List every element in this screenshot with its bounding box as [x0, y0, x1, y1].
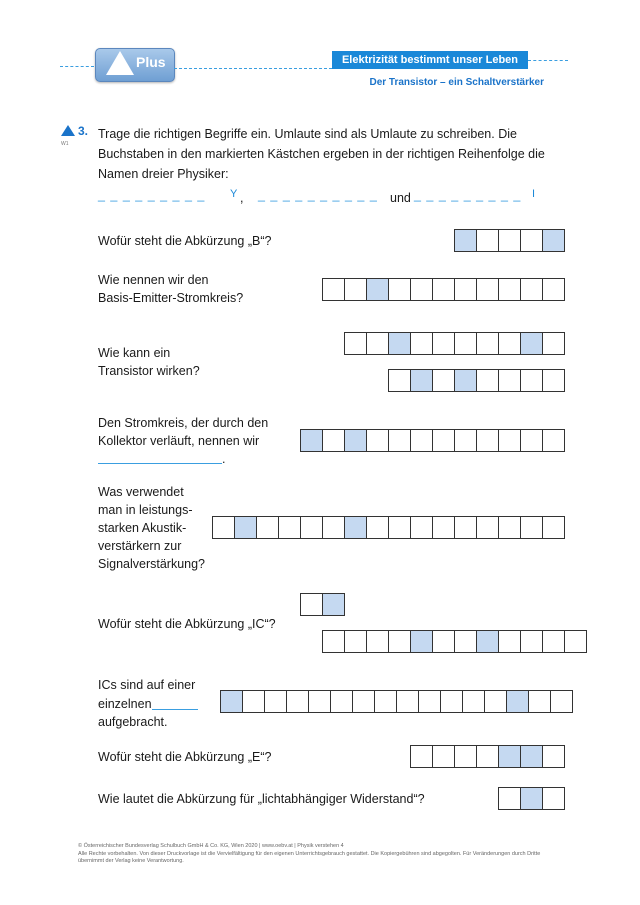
answer-cell-marked[interactable] [366, 278, 389, 301]
question-b: Wofür steht die Abkürzung „B“? [98, 234, 272, 248]
question-akustik-3: starken Akustik- [98, 521, 187, 535]
question-kollektor-1: Den Stromkreis, der durch den [98, 416, 269, 430]
level-triangle-icon [61, 125, 75, 136]
answer-cell[interactable] [286, 690, 309, 713]
question-basis-emitter-2: Basis-Emitter-Stromkreis? [98, 291, 244, 305]
answer-cell[interactable] [476, 278, 499, 301]
answer-cell[interactable] [432, 332, 455, 355]
answer-cell[interactable] [256, 516, 279, 539]
answer-cell[interactable] [542, 787, 565, 810]
answer-cell[interactable] [366, 516, 389, 539]
answer-cell[interactable] [278, 516, 301, 539]
answer-cell[interactable] [520, 229, 543, 252]
answer-cell[interactable] [454, 429, 477, 452]
footer-line-2: Alle Rechte vorbehalten. Von dieser Druckvorlage ist die Vervielfältigung für den eigenen Unterrichtsgebrauch gestattet. Die Kopiergebühren sind abgegolten. Für Veränderungen durch Dritte übernimmt der Verlag keine Verantwortung. [78, 850, 541, 864]
answer-cell[interactable] [432, 516, 455, 539]
question-ldr: Wie lautet die Abkürzung für „lichtabhängiger Widerstand“? [98, 792, 425, 806]
answer-cell[interactable] [366, 630, 389, 653]
answer-cell-marked[interactable] [520, 332, 543, 355]
answer-cell[interactable] [410, 516, 433, 539]
answer-cell[interactable] [462, 690, 485, 713]
question-kollektor-2: Kollektor verläuft, nennen wir [98, 434, 260, 448]
answer-cell[interactable] [454, 278, 477, 301]
answer-grid-ic-a [300, 593, 344, 615]
level-label: W1 [61, 141, 69, 147]
header-dash-right [528, 60, 568, 61]
answer-cell[interactable] [528, 690, 551, 713]
answer-cell[interactable] [432, 278, 455, 301]
answer-cell-marked[interactable] [344, 516, 367, 539]
answer-cell[interactable] [498, 278, 521, 301]
answer-grid-b [454, 229, 564, 251]
question-ics-3: aufgebracht. [98, 715, 168, 729]
answer-cell[interactable] [520, 429, 543, 452]
answer-cell[interactable] [300, 593, 323, 616]
answer-cell[interactable] [432, 369, 455, 392]
answer-cell[interactable] [484, 690, 507, 713]
answer-grid-kollektor [300, 429, 564, 451]
answer-cell-marked[interactable] [234, 516, 257, 539]
answer-cell[interactable] [322, 516, 345, 539]
answer-cell[interactable] [476, 369, 499, 392]
chapter-banner: Elektrizität bestimmt unser Leben [332, 51, 528, 69]
answer-cell[interactable] [476, 516, 499, 539]
answer-cell[interactable] [454, 745, 477, 768]
answer-cell[interactable] [344, 332, 367, 355]
answer-cell[interactable] [440, 690, 463, 713]
answer-grid-transistor-b [388, 369, 564, 391]
answer-cell[interactable] [498, 332, 521, 355]
logo-text: Plus [136, 54, 166, 70]
answer-cell[interactable] [410, 278, 433, 301]
solution-und: und [390, 191, 411, 205]
answer-cell[interactable] [520, 630, 543, 653]
answer-cell[interactable] [498, 787, 521, 810]
answer-cell[interactable] [498, 516, 521, 539]
kollektor-answer-line[interactable] [98, 463, 222, 464]
answer-cell[interactable] [308, 690, 331, 713]
answer-cell-marked[interactable] [454, 369, 477, 392]
answer-cell[interactable] [542, 630, 565, 653]
answer-cell[interactable] [550, 690, 573, 713]
question-kollektor-tail: . [222, 452, 226, 466]
answer-cell[interactable] [418, 690, 441, 713]
answer-cell-marked[interactable] [542, 229, 565, 252]
question-akustik-5: Signalverstärkung? [98, 557, 206, 571]
answer-cell[interactable] [542, 278, 565, 301]
answer-cell[interactable] [476, 745, 499, 768]
answer-cell[interactable] [498, 429, 521, 452]
answer-cell[interactable] [542, 429, 565, 452]
answer-cell-marked[interactable] [410, 630, 433, 653]
answer-cell[interactable] [410, 332, 433, 355]
answer-cell[interactable] [388, 369, 411, 392]
answer-cell[interactable] [542, 369, 565, 392]
answer-cell[interactable] [388, 429, 411, 452]
answer-cell-marked[interactable] [220, 690, 243, 713]
triangle-icon [106, 51, 134, 75]
answer-cell[interactable] [432, 630, 455, 653]
ics-answer-line[interactable] [152, 709, 198, 710]
answer-cell[interactable] [344, 630, 367, 653]
question-akustik-2: man in leistungs- [98, 503, 193, 517]
answer-cell[interactable] [564, 630, 587, 653]
answer-cell[interactable] [388, 630, 411, 653]
answer-cell[interactable] [520, 516, 543, 539]
answer-cell[interactable] [366, 332, 389, 355]
answer-cell[interactable] [322, 429, 345, 452]
answer-grid-e [410, 745, 564, 767]
answer-cell[interactable] [498, 229, 521, 252]
answer-cell[interactable] [330, 690, 353, 713]
answer-cell[interactable] [410, 745, 433, 768]
answer-cell[interactable] [366, 429, 389, 452]
answer-cell[interactable] [498, 369, 521, 392]
plus-logo [95, 48, 175, 82]
answer-cell[interactable] [476, 229, 499, 252]
answer-grid-ldr [498, 787, 564, 809]
answer-grid-ics [220, 690, 572, 712]
solution-letter-3: I [532, 188, 536, 200]
answer-cell[interactable] [374, 690, 397, 713]
chapter-subtitle: Der Transistor – ein Schaltverstärker [369, 77, 544, 88]
question-akustik-1: Was verwendet [98, 485, 184, 499]
copyright-footer [78, 843, 558, 866]
question-ics-2: einzelnen [98, 697, 152, 711]
answer-cell[interactable] [476, 429, 499, 452]
answer-cell[interactable] [388, 516, 411, 539]
answer-cell[interactable] [520, 278, 543, 301]
question-ics-1: ICs sind auf einer [98, 678, 196, 692]
solution-blank-2[interactable]: _ _ _ _ _ _ _ _ _ _ [258, 188, 378, 202]
answer-cell[interactable] [322, 630, 345, 653]
task-number: 3. [78, 124, 89, 138]
answer-cell-marked[interactable] [476, 630, 499, 653]
answer-cell-marked[interactable] [300, 429, 323, 452]
answer-cell[interactable] [264, 690, 287, 713]
answer-cell[interactable] [542, 745, 565, 768]
question-transistor-1: Wie kann ein [98, 346, 171, 360]
answer-cell[interactable] [432, 429, 455, 452]
answer-grid-transistor-a [344, 332, 564, 354]
question-akustik-4: verstärkern zur [98, 539, 182, 553]
task-instruction: Trage die richtigen Begriffe ein. Umlaute sind als Umlaute zu schreiben. Die Buchstaben in den markierten Kästchen ergeben in der richtigen Reihenfolge die Namen dreier Physiker: [98, 127, 545, 181]
answer-cell[interactable] [432, 745, 455, 768]
solution-letter-1: Y [230, 188, 238, 200]
answer-cell[interactable] [242, 690, 265, 713]
answer-cell[interactable] [542, 332, 565, 355]
solution-blank-1[interactable]: _ _ _ _ _ _ _ _ _ [98, 188, 206, 202]
answer-cell[interactable] [322, 278, 345, 301]
answer-cell-marked[interactable] [454, 229, 477, 252]
answer-cell[interactable] [352, 690, 375, 713]
answer-grid-ic-b [322, 630, 586, 652]
question-basis-emitter-1: Wie nennen wir den [98, 273, 209, 287]
answer-cell[interactable] [498, 630, 521, 653]
solution-blank-3[interactable]: _ _ _ _ _ _ _ _ _ [414, 188, 522, 202]
question-ic: Wofür steht die Abkürzung „IC“? [98, 617, 276, 631]
answer-cell[interactable] [300, 516, 323, 539]
answer-cell-marked[interactable] [506, 690, 529, 713]
answer-cell-marked[interactable] [520, 745, 543, 768]
solution-comma: , [240, 191, 244, 205]
answer-cell-marked[interactable] [388, 332, 411, 355]
answer-cell[interactable] [454, 516, 477, 539]
answer-cell[interactable] [542, 516, 565, 539]
answer-grid-akustik [212, 516, 564, 538]
answer-cell[interactable] [454, 332, 477, 355]
answer-cell-marked[interactable] [410, 369, 433, 392]
answer-cell[interactable] [520, 369, 543, 392]
answer-cell[interactable] [454, 630, 477, 653]
answer-cell[interactable] [396, 690, 419, 713]
answer-cell-marked[interactable] [498, 745, 521, 768]
answer-cell[interactable] [410, 429, 433, 452]
header-dash-left [60, 66, 94, 67]
answer-cell[interactable] [212, 516, 235, 539]
header-dash-mid [174, 68, 332, 69]
answer-cell-marked[interactable] [344, 429, 367, 452]
answer-cell[interactable] [388, 278, 411, 301]
question-transistor-2: Transistor wirken? [98, 364, 200, 378]
answer-grid-basis-emitter [322, 278, 564, 300]
answer-cell[interactable] [476, 332, 499, 355]
footer-line-1: © Österreichischer Bundesverlag Schulbuch GmbH & Co. KG, Wien 2020 | www.oebv.at | Physik verstehen 4 [78, 843, 344, 849]
answer-cell[interactable] [344, 278, 367, 301]
question-e: Wofür steht die Abkürzung „E“? [98, 750, 272, 764]
answer-cell-marked[interactable] [520, 787, 543, 810]
answer-cell-marked[interactable] [322, 593, 345, 616]
